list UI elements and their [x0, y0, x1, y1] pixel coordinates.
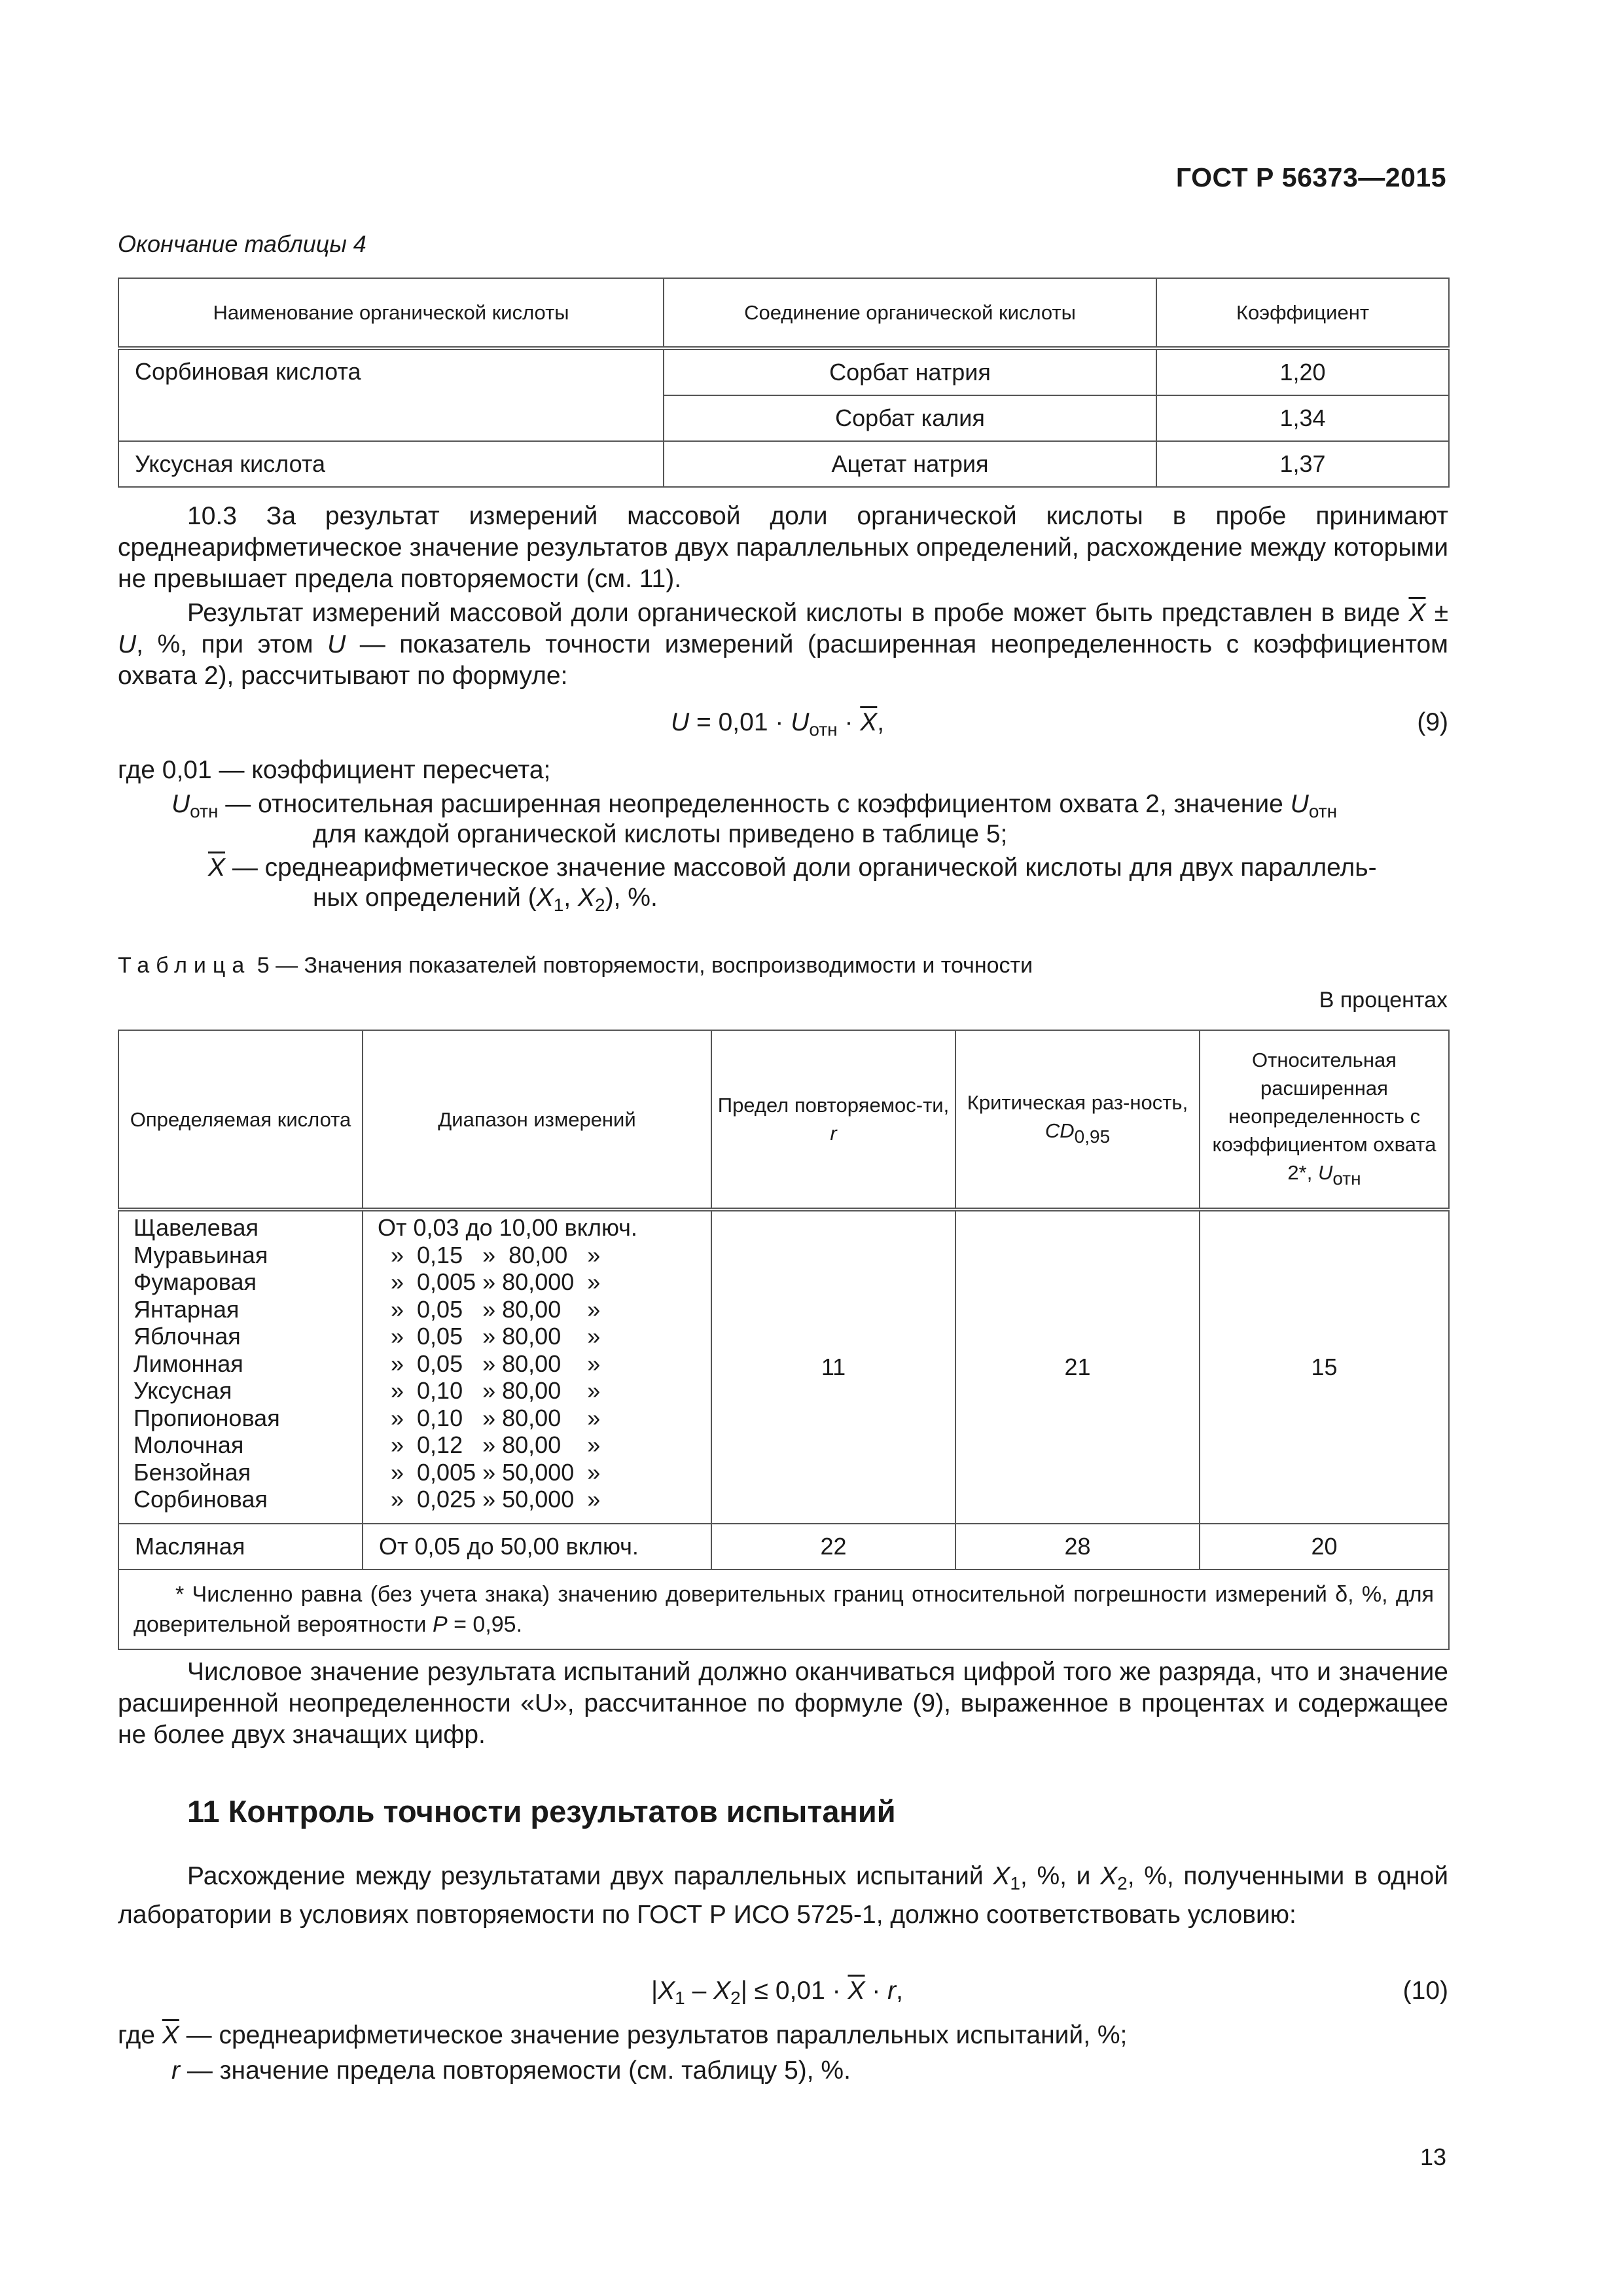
- text-span: = 0,95.: [447, 1612, 523, 1637]
- subscript: 0,95: [1074, 1126, 1111, 1147]
- formula-10-number: (10): [1402, 1977, 1448, 2005]
- where-x-mean: [208, 853, 1448, 882]
- table4-header-row: [118, 278, 1449, 348]
- text-span: Относительная расширенная неопределенность с коэффициентом охвата 2*,: [1212, 1049, 1436, 1184]
- acid-list: [119, 1211, 362, 1513]
- table5-cell-uncertainty: 15: [1200, 1210, 1449, 1524]
- symbol-x-mean: $\overline{X}$: [162, 2021, 179, 2049]
- list-item: Янтарная: [134, 1295, 240, 1323]
- text-span: | ≤ 0,01 ·: [740, 1977, 848, 2005]
- paragraph-rounding: Числовое значение результата испытаний должно оканчиваться цифрой того же разряда, что и значение расширенной неопределенности «U», рассчитанное по формуле (9), выраженное в процентах и содержащее не более двух значащих цифр.: [118, 1658, 1448, 1749]
- caption-label: Таблица: [118, 953, 251, 978]
- list-item: Лимонная: [134, 1350, 243, 1377]
- text-span: Предел повторяемос-ти,: [717, 1094, 950, 1117]
- text-span: –: [685, 1977, 714, 2005]
- symbol-p: P: [432, 1612, 448, 1637]
- symbol-u: U: [1290, 790, 1309, 818]
- symbol-r: r: [887, 1977, 897, 2005]
- text-span: ,: [877, 708, 885, 736]
- table4-header-compound: Соединение органической кислоты: [664, 278, 1156, 348]
- text-span: — показатель точности измерений (расширенная неопределенность с коэффициентом охвата 2), рассчитывают по формуле:: [118, 630, 1448, 690]
- list-item: От 0,03 до 10,00 включ.: [378, 1214, 637, 1241]
- where-x-mean-cont: [313, 884, 658, 916]
- symbol-x-mean: $\overline{X}$: [860, 708, 878, 736]
- text-span: ных определений (: [313, 884, 537, 912]
- symbol-x2: X: [713, 1977, 731, 2005]
- table5-header-repeatability: [711, 1030, 955, 1210]
- symbol-x2: X: [578, 884, 596, 912]
- text-span: ,: [896, 1977, 904, 2005]
- list-item: Сорбиновая: [134, 1486, 268, 1513]
- text-span: , %, полученными в одной лаборатории в условиях повторяемости по ГОСТ Р ИСО 5725-1, должно соответствовать условию:: [118, 1862, 1449, 1929]
- list-item: Пропионовая: [134, 1404, 280, 1431]
- symbol-u: U: [118, 630, 137, 658]
- symbol-u: U: [327, 630, 346, 658]
- symbol-u: U: [671, 708, 690, 736]
- list-item: » 0,15 » 80,00 »: [378, 1241, 601, 1268]
- symbol-r: r: [830, 1122, 837, 1145]
- text-span: Расхождение между результатами двух параллельных испытаний: [187, 1862, 993, 1890]
- text-span: * Численно равна (без учета знака) значению доверительных границ относительной погрешности измерений δ, %, для доверительной вероятности: [134, 1582, 1434, 1637]
- text-span: Результат измерений массовой доли органической кислоты в пробе может быть представлен в виде: [187, 599, 1409, 627]
- text-span: — относительная расширенная неопределенность с коэффициентом охвата 2, значение: [218, 790, 1291, 818]
- table5-header-row: [118, 1030, 1449, 1210]
- text-span: Критическая раз-ность,: [967, 1090, 1188, 1114]
- where-coefficient: где 0,01 — коэффициент пересчета;: [118, 756, 551, 784]
- list-item: » 0,05 » 80,00 »: [378, 1350, 601, 1377]
- table5-header-critical-difference: [955, 1030, 1200, 1210]
- text-span: где: [118, 2021, 162, 2049]
- table4-header-coefficient: Коэффициент: [1156, 278, 1449, 348]
- list-item: » 0,05 » 80,00 »: [378, 1295, 601, 1323]
- table4-cell-acid: Сорбиновая кислота: [118, 348, 664, 441]
- where-r-11: [171, 2056, 851, 2085]
- table5-cell-repeatability: 22: [711, 1524, 955, 1570]
- table-4: [118, 278, 1450, 488]
- table4-cell-coef: 1,37: [1156, 441, 1449, 487]
- subscript: 1: [1010, 1873, 1020, 1893]
- table5-acid-list-cell: [118, 1210, 363, 1524]
- table4-cell-compound: Сорбат натрия: [664, 348, 1156, 395]
- table5-cell-range: От 0,05 до 50,00 включ.: [363, 1524, 711, 1570]
- list-item: Яблочная: [134, 1323, 241, 1350]
- where-u-otn-cont: для каждой органической кислоты приведено в таблице 5;: [313, 820, 1008, 848]
- text-span: , %, и: [1020, 1862, 1101, 1890]
- text-span: = 0,01 ·: [689, 708, 791, 736]
- caption-text: 5 — Значения показателей повторяемости, воспроизводимости и точности: [251, 953, 1033, 978]
- list-item: Молочная: [134, 1431, 244, 1458]
- table5-cell-repeatability: 11: [711, 1210, 955, 1524]
- symbol-x1: X: [658, 1977, 675, 2005]
- symbol-x-mean: $\overline{X}$: [208, 853, 226, 882]
- list-item: Уксусная: [134, 1377, 232, 1404]
- list-item: » 0,05 » 80,00 »: [378, 1323, 601, 1350]
- subscript: отн: [1308, 801, 1338, 821]
- table5-header-uncertainty: [1200, 1030, 1449, 1210]
- table4-continuation-title: Окончание таблицы 4: [118, 230, 366, 257]
- symbol-x1: X: [993, 1862, 1010, 1890]
- list-item: » 0,005 » 80,000 »: [378, 1268, 601, 1295]
- table5-cell-acid: Масляная: [118, 1524, 363, 1570]
- subscript: отн: [190, 801, 219, 821]
- symbol-r: r: [171, 2056, 180, 2085]
- table5-cell-uncertainty: 20: [1200, 1524, 1449, 1570]
- list-item: Муравьиная: [134, 1241, 268, 1268]
- symbol-u: U: [171, 790, 190, 818]
- table4-cell-coef: 1,34: [1156, 395, 1449, 441]
- table-row: [118, 1210, 1449, 1524]
- text-span: ), %.: [605, 884, 658, 912]
- symbol-u: U: [791, 708, 810, 736]
- subscript: 1: [553, 895, 564, 915]
- table-5: [118, 1030, 1450, 1650]
- table5-cell-critical-difference: 28: [955, 1524, 1200, 1570]
- table5-cell-critical-difference: 21: [955, 1210, 1200, 1524]
- table5-header-acid: Определяемая кислота: [118, 1030, 363, 1210]
- table-row: [118, 1524, 1449, 1570]
- paragraph-result-form: [118, 598, 1448, 692]
- table4-cell-compound: Сорбат калия: [664, 395, 1156, 441]
- list-item: Бензойная: [134, 1458, 251, 1486]
- page-number: 13: [1419, 2144, 1446, 2170]
- text-span: ·: [865, 1977, 888, 2005]
- symbol-cd: CD: [1044, 1119, 1075, 1142]
- range-list: [363, 1211, 711, 1513]
- table5-footnote: [118, 1570, 1449, 1649]
- text-span: — среднеарифметическое значение результатов параллельных испытаний, %;: [179, 2021, 1128, 2049]
- table5-header-range: Диапазон измерений: [363, 1030, 711, 1210]
- symbol-x-mean: $\overline{X}$: [1408, 599, 1426, 627]
- table-row: [118, 441, 1449, 487]
- text-span: |: [651, 1977, 658, 2005]
- table5-caption: [118, 953, 1033, 978]
- formula-9: [671, 708, 884, 740]
- list-item: Фумаровая: [134, 1268, 257, 1295]
- list-item: » 0,10 » 80,00 »: [378, 1404, 601, 1431]
- subscript: 2: [595, 895, 605, 915]
- list-item: Щавелевая: [134, 1214, 259, 1241]
- table4-cell-compound: Ацетат натрия: [664, 441, 1156, 487]
- table4-cell-coef: 1,20: [1156, 348, 1449, 395]
- symbol-x-mean: $\overline{X}$: [847, 1977, 865, 2005]
- formula-9-number: (9): [1417, 708, 1448, 736]
- symbol-x2: X: [1100, 1862, 1118, 1890]
- formula-10: [651, 1977, 903, 2009]
- subscript: 2: [1117, 1873, 1128, 1893]
- text-span: ·: [837, 708, 861, 736]
- table4-header-acid: Наименование органической кислоты: [118, 278, 664, 348]
- table4-cell-acid: Уксусная кислота: [118, 441, 664, 487]
- list-item: » 0,12 » 80,00 »: [378, 1431, 601, 1458]
- text-span: — значение предела повторяемости (см. таблицу 5), %.: [180, 2056, 851, 2085]
- symbol-x1: X: [536, 884, 554, 912]
- text-span: ±: [1425, 599, 1448, 627]
- where-x-mean-11: [118, 2021, 1127, 2050]
- list-item: » 0,025 » 50,000 »: [378, 1486, 601, 1513]
- subscript: 2: [730, 1988, 741, 2008]
- subscript: 1: [675, 1988, 685, 2008]
- paragraph-10-3: 10.3 За результат измерений массовой доли органической кислоты в пробе принимают среднеарифметическое значение результатов двух параллельных определений, расхождение между которыми не превышает предела повторяемости (см. 11).: [118, 502, 1448, 593]
- paragraph-section-11: [118, 1861, 1448, 1931]
- text-span: — среднеарифметическое значение массовой доли органической кислоты для двух параллель-: [225, 853, 1377, 882]
- subscript: отн: [1332, 1168, 1361, 1189]
- table-row: [118, 348, 1449, 395]
- text-span: , %, при этом: [136, 630, 328, 658]
- subscript: отн: [809, 719, 838, 740]
- table5-range-list-cell: [363, 1210, 711, 1524]
- list-item: » 0,005 » 50,000 »: [378, 1458, 601, 1486]
- document-code: ГОСТ Р 56373—2015: [1175, 162, 1446, 192]
- section-11-title: 11 Контроль точности результатов испытаний: [187, 1794, 896, 1829]
- list-item: » 0,10 » 80,00 »: [378, 1377, 601, 1404]
- text-span: ,: [563, 884, 579, 912]
- table5-footnote-row: [118, 1570, 1449, 1649]
- table5-units: В процентах: [1319, 988, 1448, 1013]
- symbol-u: U: [1317, 1161, 1333, 1184]
